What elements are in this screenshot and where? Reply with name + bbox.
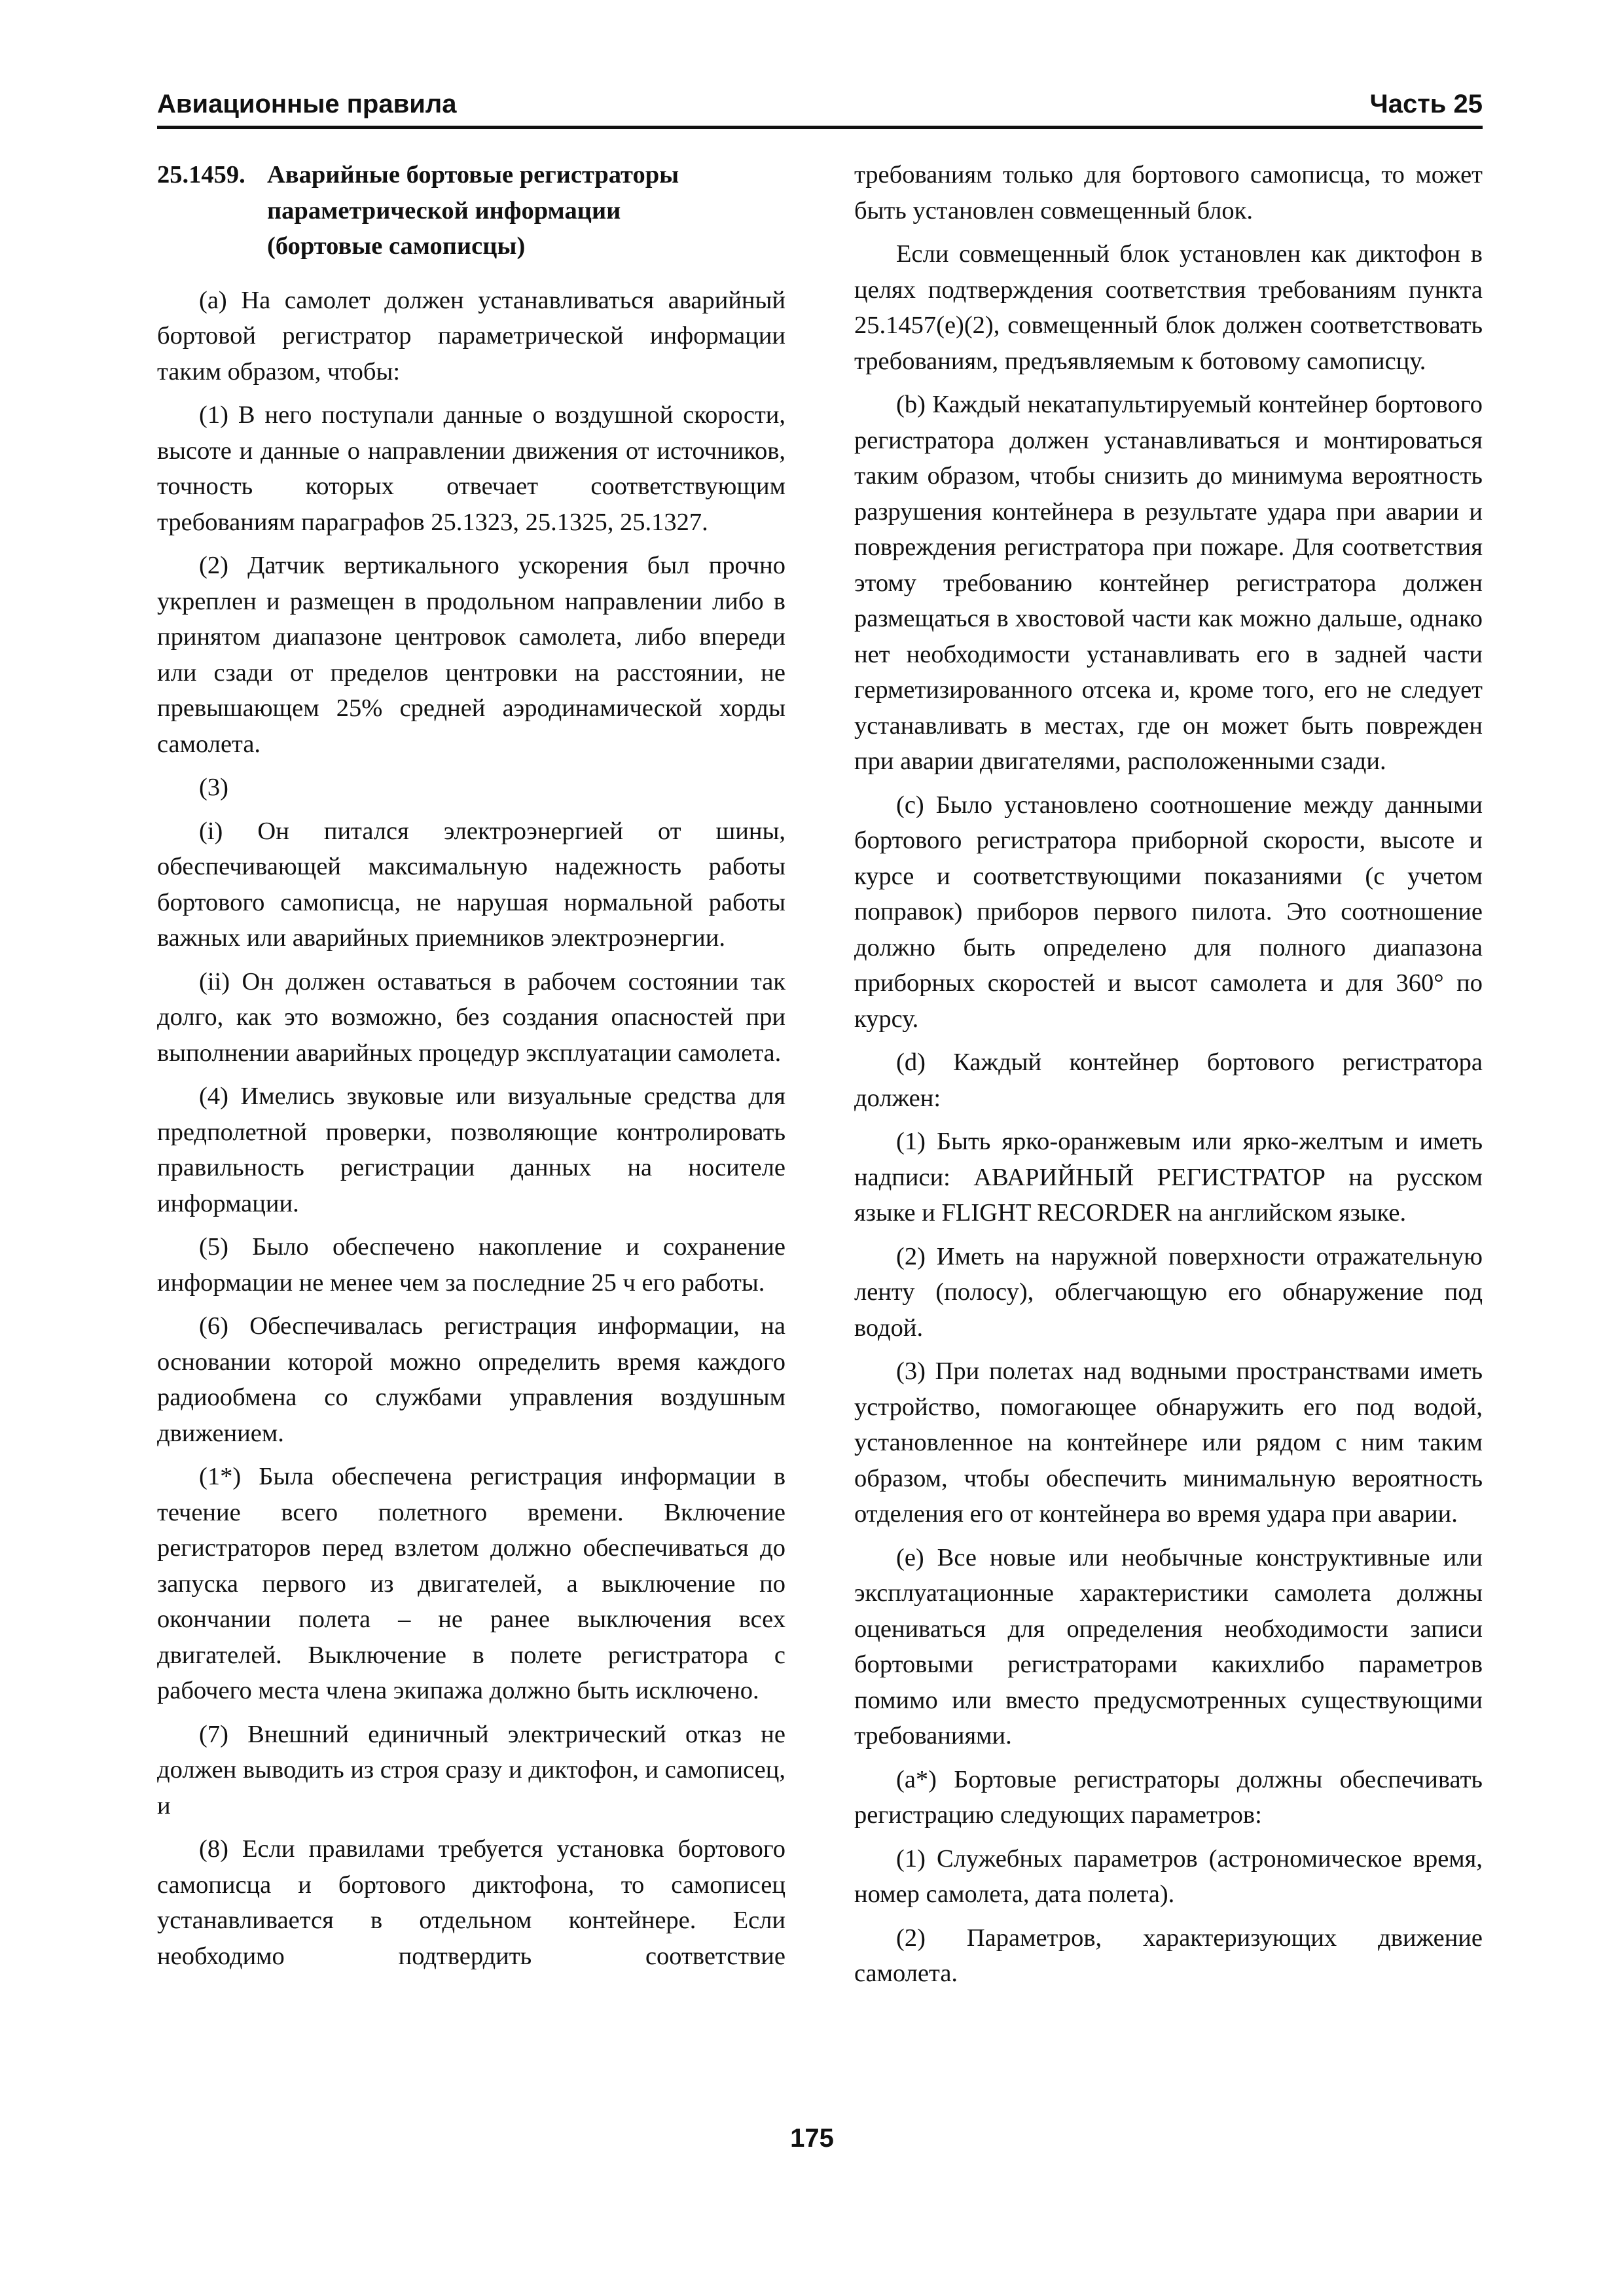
paragraph-b: (b) Каждый некатапультируемый контейнер бортового регистратора должен устанавливаться и монтироваться таким образом, чтобы снизить до минимума вероятность разрушения контейнера в результате удара при аварии и повреждения регистратора при пожаре. Для соответствия этому требованию контейнер регистратора должен размещаться в хвостовой части как можно дальше, однако нет необходимости устанавливать его в задней части герметизированного отсека и, кроме того, его не следует устанавливать в местах, где он может быть поврежден при аварии двигателями, расположенными сзади. — [854, 391, 1483, 775]
paragraph-a-star-1: (1) Служебных параметров (астрономическое время, номер самолета, дата полета). — [854, 1844, 1483, 1908]
header-document-title: Авиационные правила — [157, 90, 457, 118]
paragraph-d-2: (2) Иметь на наружной поверхности отражательную ленту (полосу), облегчающую его обнаружение под водой. — [854, 1242, 1483, 1342]
paragraph-a-6: (6) Обеспечивалась регистрация информации, на основании которой можно определить время каждого радиообмена со службами управления воздушным движением. — [157, 1312, 785, 1447]
paragraph-a-3-ii: (ii) Он должен оставаться в рабочем состоянии так долго, как это возможно, без создания опасностей при выполнении аварийных процедур эксплуатации самолета. — [157, 967, 785, 1067]
paragraph-a-2: (2) Датчик вертикального ускорения был прочно укреплен и размещен в продольном направлении либо в принятом диапазоне центровок самолета, либо впереди или сзади от пределов центровки на расстоянии, не превышающем 25% средней аэродинамической хорды самолета. — [157, 552, 785, 758]
section-title — [157, 157, 785, 264]
paragraph-combined-unit: Если совмещенный блок установлен как диктофон в целях подтверждения соответствия требованиям пункта 25.1457(e)(2), совмещенный блок должен соответствовать требованиям, предъявляемым к ботовому самописцу. — [854, 240, 1483, 375]
paragraph-a-7: (7) Внешний единичный электрический отказ не должен выводить из строя сразу и диктофон, и самописец, и — [157, 1720, 785, 1820]
section-title-line-2: параметрической информации — [267, 196, 621, 224]
header-part-label: Часть 25 — [1369, 90, 1483, 118]
paragraph-a-1-star: (1*) Была обеспечена регистрация информации в течение всего полетного времени. Включение регистраторов перед взлетом должно обеспечиваться до запуска первого из двигателей, а выключение по окончании полета – не ранее выключения всех двигателей. Выключение в полете регистратора с рабочего места члена экипажа должно быть исключено. — [157, 1463, 785, 1704]
paragraph-a-3-i: (i) Он питался электроэнергией от шины, обеспечивающей максимальную надежность работы бортового самописца, не нарушая нормальной работы важных или аварийных приемников электроэнергии. — [157, 817, 785, 952]
paragraph-d-3: (3) При полетах над водными пространствами иметь устройство, помогающее обнаружить его под водой, установленное на контейнере или рядом с ним таким образом, чтобы обеспечить минимальную вероятность отделения его от контейнера во время удара при аварии. — [854, 1357, 1483, 1528]
section-number: 25.1459. — [157, 161, 245, 188]
paragraph-a-5: (5) Было обеспечено накопление и сохранение информации не менее чем за последние 25 ч его работы. — [157, 1233, 785, 1297]
paragraph-a-star-2: (2) Параметров, характеризующих движение самолета. — [854, 1924, 1483, 1987]
paragraph-a-8: (8) Если правилами требуется установка бортового самописца и бортового диктофона, то самописец устанавливается в отдельном контейнере. Если необходимо подтвердить соответствие — [157, 1835, 785, 1970]
section-title-line-1: Аварийные бортовые регистраторы — [267, 161, 679, 188]
paragraph-a: (a) На самолет должен устанавливаться аварийный бортовой регистратор параметрической информации таким образом, чтобы: — [157, 286, 785, 386]
right-column — [854, 157, 1483, 2000]
section-title-line-3: (бортовые самописцы) — [267, 232, 526, 260]
paragraph-a-4: (4) Имелись звуковые или визуальные средства для предполетной проверки, позволяющие контролировать правильность регистрации данных на носителе информации. — [157, 1083, 785, 1217]
running-header — [157, 77, 1483, 129]
paragraph-e: (e) Все новые или необычные конструктивные или эксплуатационные характеристики самолета должны оцениваться для определения необходимости записи бортовыми регистраторами какихлибо параметров помимо или вместо предусмотренных существующими требованиями. — [854, 1543, 1483, 1749]
paragraph-a-star: (a*) Бортовые регистраторы должны обеспечивать регистрацию следующих параметров: — [854, 1765, 1483, 1829]
page-number: 175 — [790, 2124, 834, 2153]
paragraph-d: (d) Каждый контейнер бортового регистратора должен: — [854, 1049, 1483, 1112]
paragraph-a-3: (3) — [199, 774, 228, 801]
left-column — [157, 157, 785, 1982]
paragraph-d-1: (1) Быть ярко-оранжевым или ярко-желтым и иметь надписи: АВАРИЙНЫЙ РЕГИСТРАТОР на русском языке и FLIGHT RECORDER на английском языке. — [854, 1128, 1483, 1227]
paragraph-a-8-continued: требованиям только для бортового самописца, то может быть установлен совмещенный блок. — [854, 161, 1483, 224]
paragraph-c: (c) Было установлено соотношение между данными бортового регистратора приборной скорости, высоте и курсе и соответствующими показаниями (с учетом поправок) приборов первого пилота. Это соотношение должно быть определено для полного диапазона приборных скоростей и высот самолета и для 360° по курсу. — [854, 791, 1483, 1033]
paragraph-a-1: (1) В него поступали данные о воздушной скорости, высоте и данные о направлении движения от источников, точность которых отвечает соответствующим требованиям параграфов 25.1323, 25.1325, 25.1327. — [157, 401, 785, 536]
